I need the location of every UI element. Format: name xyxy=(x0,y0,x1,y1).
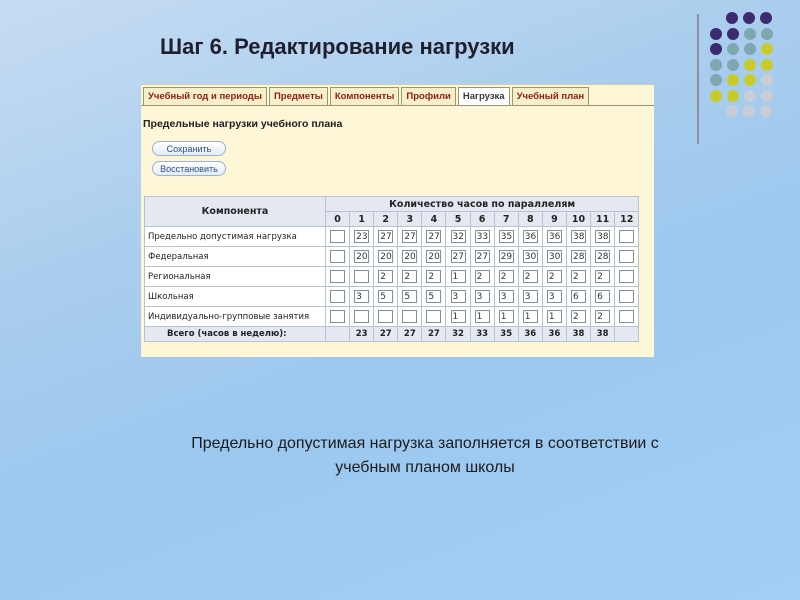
tab-0[interactable]: Учебный год и периоды xyxy=(143,87,267,105)
hours-input[interactable]: 27 xyxy=(452,252,464,262)
slide-title: Шаг 6. Редактирование нагрузки xyxy=(160,34,515,59)
hours-cell xyxy=(566,267,590,287)
hours-input[interactable]: 3 xyxy=(354,290,369,303)
decorative-dot xyxy=(710,90,722,102)
hours-input[interactable] xyxy=(619,310,634,323)
hours-cell xyxy=(542,287,566,307)
hours-cell xyxy=(470,227,494,247)
total-row xyxy=(145,327,639,342)
grade-header: 7 xyxy=(494,212,518,227)
decorative-dot xyxy=(743,12,755,24)
slide-caption xyxy=(100,432,750,480)
hours-cell xyxy=(566,287,590,307)
decorative-dot xyxy=(760,105,772,117)
hours-cell xyxy=(422,287,446,307)
decorative-dot xyxy=(727,90,739,102)
hours-cell xyxy=(615,267,639,287)
section-title: Предельные нагрузки учебного плана xyxy=(143,118,343,130)
hours-input[interactable]: 2 xyxy=(378,270,393,283)
hours-input[interactable]: 3 xyxy=(475,290,490,303)
hours-input[interactable]: 20 xyxy=(404,252,416,262)
hours-input[interactable]: 27 xyxy=(428,232,440,242)
row-label: Региональная xyxy=(145,267,326,287)
hours-input[interactable]: 32 xyxy=(452,232,464,242)
hours-cell xyxy=(398,227,422,247)
hours-input[interactable]: 6 xyxy=(595,290,610,303)
component-header: Компонента xyxy=(145,197,326,227)
decorative-dot xyxy=(744,90,756,102)
grade-header: 8 xyxy=(518,212,542,227)
decorative-dot xyxy=(710,43,722,55)
hours-cell xyxy=(518,307,542,327)
hours-cell xyxy=(518,227,542,247)
hours-cell xyxy=(591,267,615,287)
hours-input[interactable]: 35 xyxy=(500,232,513,242)
decorative-dot xyxy=(761,43,773,55)
tab-2[interactable]: Компоненты xyxy=(330,87,400,105)
total-value: 27 xyxy=(422,327,446,342)
hours-cell xyxy=(374,227,398,247)
hours-cell xyxy=(542,307,566,327)
total-value: 38 xyxy=(591,327,615,342)
hours-input[interactable]: 3 xyxy=(547,290,562,303)
decorative-dot xyxy=(727,74,739,86)
hours-input[interactable]: 2 xyxy=(475,270,490,283)
hours-input[interactable]: 2 xyxy=(499,270,514,283)
decorative-dot xyxy=(761,90,773,102)
hours-cell xyxy=(518,267,542,287)
caption-line-2: учебным планом школы xyxy=(335,459,515,476)
hours-input[interactable]: 1 xyxy=(499,310,514,323)
hours-input[interactable] xyxy=(330,270,345,283)
hours-input[interactable]: 6 xyxy=(571,290,586,303)
hours-cell xyxy=(542,247,566,267)
hours-cell xyxy=(398,287,422,307)
table-row xyxy=(145,247,639,267)
hours-cell xyxy=(326,267,350,287)
hours-cell xyxy=(350,307,374,327)
grade-header: 1 xyxy=(350,212,374,227)
decorative-dot xyxy=(710,74,722,86)
hours-cell xyxy=(470,287,494,307)
hours-input[interactable]: 2 xyxy=(402,270,417,283)
table-row xyxy=(145,267,639,287)
hours-input[interactable] xyxy=(330,290,345,303)
decorative-dot xyxy=(727,43,739,55)
hours-cell xyxy=(374,287,398,307)
total-label: Всего (часов в неделю): xyxy=(145,327,326,342)
hours-cell xyxy=(374,247,398,267)
hours-cell xyxy=(591,307,615,327)
hours-cell xyxy=(591,247,615,267)
hours-cell xyxy=(350,247,374,267)
decorative-dot xyxy=(761,28,773,40)
tab-bar xyxy=(143,87,591,105)
hours-input[interactable]: 5 xyxy=(402,290,417,303)
hours-cell xyxy=(326,247,350,267)
decorative-dot xyxy=(726,105,738,117)
hours-cell xyxy=(542,227,566,247)
hours-cell xyxy=(422,247,446,267)
grade-header: 4 xyxy=(422,212,446,227)
decorative-dot xyxy=(743,105,755,117)
decorative-dot xyxy=(726,12,738,24)
hours-cell xyxy=(591,287,615,307)
decorative-dot xyxy=(744,28,756,40)
hours-input[interactable]: 2 xyxy=(595,270,610,283)
hours-cell xyxy=(542,267,566,287)
hours-cell xyxy=(398,307,422,327)
hours-cell xyxy=(326,287,350,307)
hours-input[interactable]: 30 xyxy=(524,252,537,262)
grade-header: 2 xyxy=(374,212,398,227)
hours-cell xyxy=(494,267,518,287)
hours-input[interactable] xyxy=(619,250,634,263)
hours-input[interactable]: 23 xyxy=(356,232,368,242)
hours-cell xyxy=(591,227,615,247)
hours-cell xyxy=(326,307,350,327)
decorative-dot xyxy=(744,74,756,86)
tab-3[interactable]: Профили xyxy=(401,87,455,105)
hours-input[interactable] xyxy=(378,310,393,323)
grade-header: 5 xyxy=(446,212,470,227)
total-value: 32 xyxy=(446,327,470,342)
hours-cell xyxy=(470,247,494,267)
decorative-dots xyxy=(710,12,800,132)
table-row xyxy=(145,227,639,247)
tab-bar-divider xyxy=(141,105,654,106)
grade-header: 10 xyxy=(566,212,590,227)
hours-input[interactable]: 2 xyxy=(523,270,538,283)
hours-input[interactable] xyxy=(402,310,417,323)
decorative-dot xyxy=(727,28,739,40)
hours-input[interactable] xyxy=(354,270,369,283)
hours-cell xyxy=(398,247,422,267)
restore-button[interactable]: Восстановить xyxy=(152,161,226,176)
hours-input[interactable]: 1 xyxy=(547,310,562,323)
hours-input[interactable]: 3 xyxy=(523,290,538,303)
row-label: Предельно допустимая нагрузка xyxy=(145,227,326,247)
hours-header: Количество часов по параллелям xyxy=(326,197,639,212)
row-label: Индивидуально-групповые занятия xyxy=(145,307,326,327)
grade-header: 11 xyxy=(591,212,615,227)
row-label: Федеральная xyxy=(145,247,326,267)
hours-input[interactable]: 1 xyxy=(475,310,490,323)
hours-input[interactable]: 20 xyxy=(380,252,392,262)
grade-header: 6 xyxy=(470,212,494,227)
decorative-dot xyxy=(744,43,756,55)
total-value: 23 xyxy=(350,327,374,342)
hours-input[interactable]: 1 xyxy=(451,310,466,323)
hours-input[interactable] xyxy=(426,310,441,323)
hours-cell xyxy=(470,307,494,327)
hours-cell xyxy=(566,247,590,267)
hours-cell xyxy=(350,267,374,287)
total-value: 27 xyxy=(374,327,398,342)
hours-input[interactable]: 3 xyxy=(499,290,514,303)
hours-input[interactable]: 1 xyxy=(451,270,466,283)
total-value: 36 xyxy=(542,327,566,342)
decorative-dot xyxy=(727,59,739,71)
decorative-dot xyxy=(761,59,773,71)
hours-cell xyxy=(446,287,470,307)
hours-cell xyxy=(494,247,518,267)
total-value: 33 xyxy=(470,327,494,342)
decorative-dot xyxy=(710,59,722,71)
hours-input[interactable]: 28 xyxy=(572,252,585,262)
hours-input[interactable]: 27 xyxy=(476,252,489,262)
grade-header: 12 xyxy=(615,212,639,227)
hours-cell xyxy=(422,227,446,247)
hours-input[interactable]: 2 xyxy=(595,310,610,323)
hours-cell xyxy=(494,227,518,247)
hours-cell xyxy=(615,227,639,247)
hours-input[interactable]: 38 xyxy=(572,232,585,242)
hours-input[interactable]: 27 xyxy=(380,232,392,242)
hours-input[interactable] xyxy=(330,250,345,263)
save-button[interactable]: Сохранить xyxy=(152,141,226,156)
tab-1[interactable]: Предметы xyxy=(269,87,328,105)
hours-input[interactable]: 2 xyxy=(547,270,562,283)
hours-input[interactable]: 20 xyxy=(356,252,368,262)
total-value: 35 xyxy=(494,327,518,342)
hours-input[interactable]: 5 xyxy=(378,290,393,303)
grade-header: 9 xyxy=(542,212,566,227)
total-value: 27 xyxy=(398,327,422,342)
hours-cell xyxy=(470,267,494,287)
hours-cell xyxy=(374,307,398,327)
hours-input[interactable]: 38 xyxy=(597,232,609,242)
hours-cell xyxy=(566,227,590,247)
total-value xyxy=(326,327,350,342)
hours-input[interactable]: 20 xyxy=(428,252,440,262)
row-label: Школьная xyxy=(145,287,326,307)
hours-cell xyxy=(518,287,542,307)
hours-cell xyxy=(446,247,470,267)
grade-header: 3 xyxy=(398,212,422,227)
hours-cell xyxy=(374,267,398,287)
hours-input[interactable] xyxy=(330,230,345,243)
total-value: 38 xyxy=(566,327,590,342)
load-table xyxy=(144,196,639,342)
app-screenshot xyxy=(141,84,654,357)
hours-cell xyxy=(446,227,470,247)
tab-4[interactable]: Нагрузка xyxy=(458,87,510,106)
hours-input[interactable] xyxy=(330,310,345,323)
hours-cell xyxy=(494,307,518,327)
hours-input[interactable]: 36 xyxy=(524,232,537,242)
hours-input[interactable] xyxy=(619,290,634,303)
hours-input[interactable] xyxy=(354,310,369,323)
decorative-dot xyxy=(761,74,773,86)
hours-input[interactable]: 30 xyxy=(548,252,561,262)
hours-input[interactable]: 3 xyxy=(451,290,466,303)
tab-5[interactable]: Учебный план xyxy=(512,87,590,105)
hours-input[interactable]: 1 xyxy=(523,310,538,323)
hours-cell xyxy=(518,247,542,267)
hours-input[interactable]: 29 xyxy=(500,252,513,262)
hours-input[interactable]: 27 xyxy=(404,232,416,242)
hours-cell xyxy=(615,287,639,307)
total-value: 36 xyxy=(518,327,542,342)
hours-cell xyxy=(494,287,518,307)
hours-cell xyxy=(326,227,350,247)
caption-line-1: Предельно допустимая нагрузка заполняется в соответствии с xyxy=(191,435,659,452)
hours-input[interactable]: 33 xyxy=(476,232,489,242)
hours-cell xyxy=(422,267,446,287)
table-row xyxy=(145,287,639,307)
hours-cell xyxy=(350,227,374,247)
hours-input[interactable]: 5 xyxy=(426,290,441,303)
hours-cell xyxy=(446,267,470,287)
hours-input[interactable]: 2 xyxy=(426,270,441,283)
hours-input[interactable]: 2 xyxy=(571,270,586,283)
hours-cell xyxy=(615,247,639,267)
decorative-dot xyxy=(710,28,722,40)
hours-input[interactable] xyxy=(619,270,634,283)
hours-input[interactable]: 28 xyxy=(597,252,609,262)
decorative-dot xyxy=(744,59,756,71)
hours-cell xyxy=(422,307,446,327)
hours-input[interactable]: 36 xyxy=(548,232,561,242)
grade-header: 0 xyxy=(326,212,350,227)
hours-cell xyxy=(350,287,374,307)
hours-input[interactable]: 2 xyxy=(571,310,586,323)
hours-cell xyxy=(446,307,470,327)
total-value xyxy=(615,327,639,342)
hours-cell xyxy=(398,267,422,287)
hours-cell xyxy=(566,307,590,327)
table-row xyxy=(145,307,639,327)
decorative-dot xyxy=(760,12,772,24)
hours-cell xyxy=(615,307,639,327)
hours-input[interactable] xyxy=(619,230,634,243)
divider-line xyxy=(697,14,699,144)
